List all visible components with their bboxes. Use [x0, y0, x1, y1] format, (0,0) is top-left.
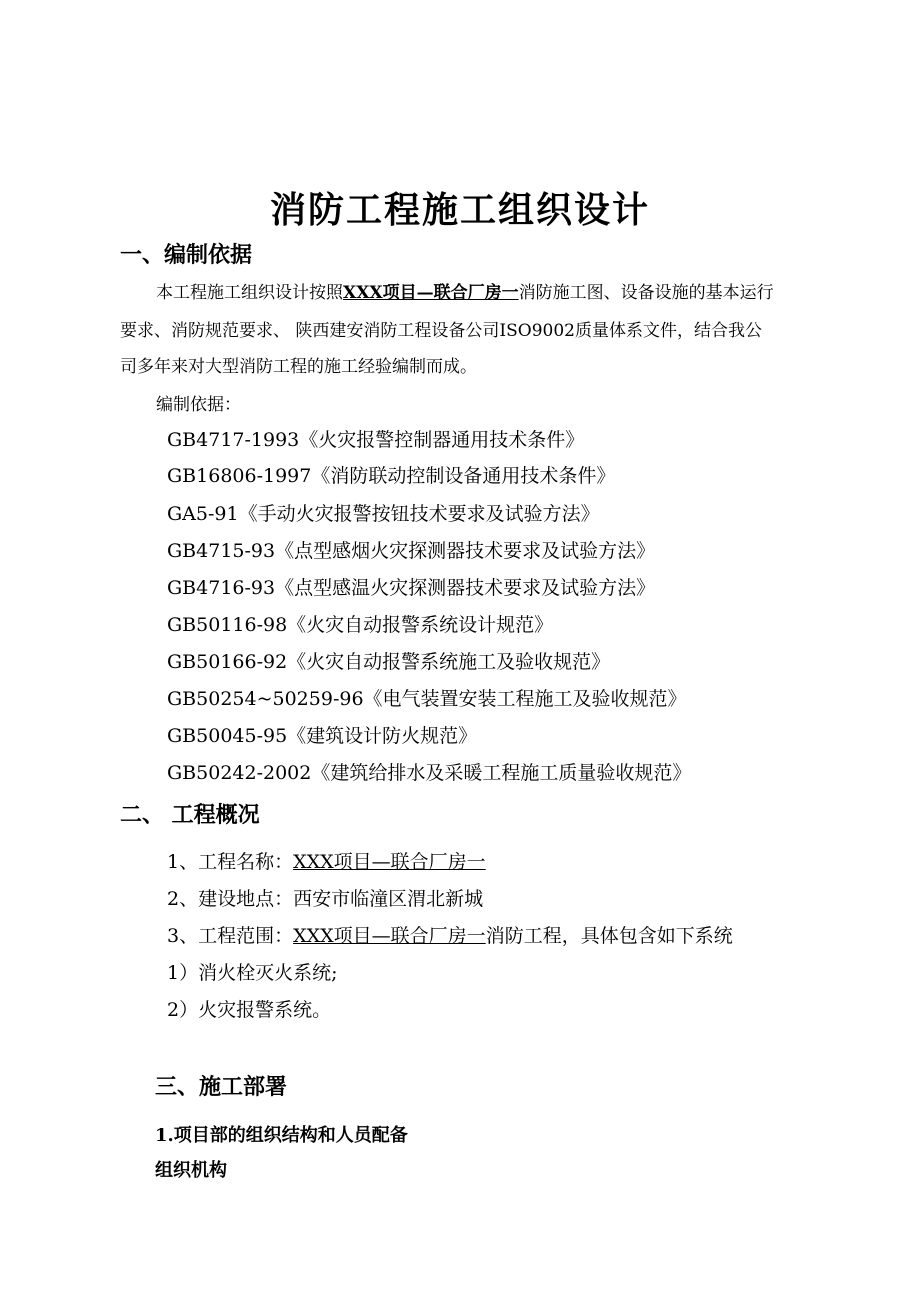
standard-item: GB50045-95《建筑设计防火规范》	[167, 725, 478, 747]
overview-item-location	[167, 885, 483, 913]
standard-item: GA5-91《手动火灾报警按钮技术要求及试验方法》	[167, 503, 600, 525]
section-1-heading: 一、编制依据	[120, 242, 253, 268]
overview-item-scope	[167, 922, 733, 950]
location-value: 西安市临潼区渭北新城	[293, 888, 484, 910]
standard-item: GB4717-1993《火灾报警控制器通用技术条件》	[167, 429, 585, 451]
section-3-heading: 三、施工部署	[155, 1074, 288, 1100]
paragraph-text: 消防施工图、设备设施的基本运行	[518, 283, 774, 303]
paragraph-text: 本工程施工组织设计按照	[156, 283, 343, 303]
overview-item-name	[167, 848, 486, 876]
standard-item: GB16806-1997《消防联动控制设备通用技术条件》	[167, 465, 616, 487]
standard-item: GB50116-98《火灾自动报警系统设计规范》	[167, 614, 554, 636]
document-title: 消防工程施工组织设计	[269, 189, 650, 231]
section-1-paragraph-line-2: 要求、消防规范要求、 陕西建安消防工程设备公司ISO9002质量体系文件，结合我公	[120, 321, 762, 341]
standard-item: GB4715-93《点型感烟火灾探测器技术要求及试验方法》	[167, 540, 656, 562]
system-item: 1）消火栓灭火系统;	[167, 962, 338, 984]
section-1-paragraph-line-1	[156, 280, 774, 306]
section-2-heading: 二、 工程概况	[120, 802, 260, 828]
overview-label: 1、工程名称：	[167, 851, 294, 873]
standard-item: GB4716-93《点型感温火灾探测器技术要求及试验方法》	[167, 577, 656, 599]
subsubsection-heading: 组织机构	[155, 1160, 227, 1181]
scope-text: 消防工程，具体包含如下系统	[485, 925, 733, 947]
subsection-heading: 1.项目部的组织结构和人员配备	[155, 1125, 408, 1146]
overview-label: 3、工程范围：	[167, 925, 294, 947]
standard-item: GB50242-2002《建筑给排水及采暖工程施工质量验收规范》	[167, 762, 692, 784]
system-item: 2）火灾报警系统。	[167, 999, 332, 1021]
project-name-link: XXX项目—联合厂房一	[343, 283, 519, 303]
standard-item: GB50254~50259-96《电气装置安装工程施工及验收规范》	[167, 688, 687, 710]
project-name-value: XXX项目—联合厂房一	[293, 925, 486, 947]
overview-label: 2、建设地点：	[167, 888, 294, 910]
standard-item: GB50166-92《火灾自动报警系统施工及验收规范》	[167, 651, 611, 673]
project-name-value: XXX项目—联合厂房一	[293, 851, 486, 873]
basis-label: 编制依据：	[156, 395, 241, 415]
section-1-paragraph-line-3: 司多年来对大型消防工程的施工经验编制而成。	[120, 357, 477, 377]
